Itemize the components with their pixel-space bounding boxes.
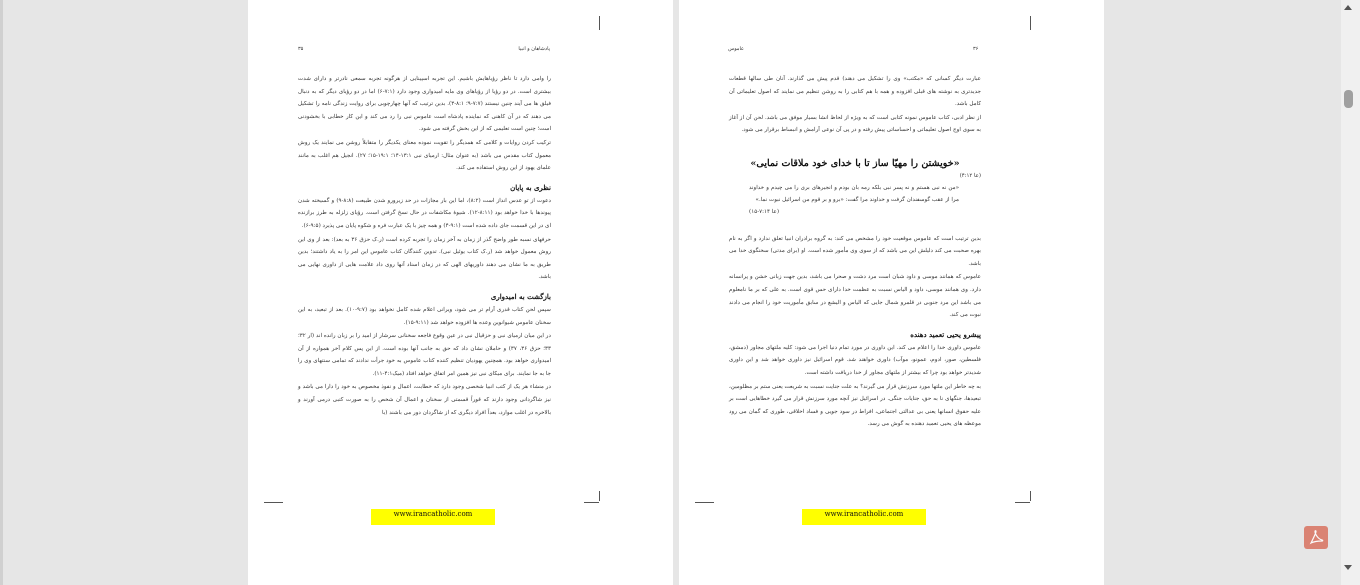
paragraph: عبارت دیگر کسانی که «مکتب» وی را تشکیل می دهند) قدم پیش می گذارند. آنان طی سالها قطعات جدیدتری به نوشته های قبلی افزوده و همه با هم کتابی را به روشن تنظیم می نمایند که اصول تعلیماتی آن کامل باشد. [729,76,981,108]
spacer [729,219,981,233]
section-heading: پیشرو یحیی تعمید دهنده [910,329,981,339]
paragraph: عاموس که همانند موسی و داود شبان است مرد دشت و صحرا می باشد، بدین جهت زبانی خشن و پرانسانه دارد. وی همانند موسی، داود و الیاس نسبت به عظمت خدا دارای حس قوی است. به علی که بر ما نامعلوم می باشد این مرد جنوبی در قلمرو شمال جایی که الیاس و الیشع در سابق مأموریت خود را انجام می دادند نبوت می کند. [729,274,981,319]
paragraph: ترکیب کردن روایات و کلامی که همدیگر را تقویت نموده معنای یکدیگر را متقابلاً روشن می نمایند یک روش معمول کتاب مقدس می باشد (به عنوان مثال: ارمیای نبی ۱۳:۱-۱۴؛ ۱۹:۱-۱۵؛ ۲۷). انجیل هم اغلب به مانند علمای یهود از این روش استفاده می کند. [298,139,552,172]
paragraph: را وامی دارد تا ناظر رؤیاهایش باشیم. این تجربه اسپینایی از هرگونه تجربه سمعی نادرتر و دارای شدت بیشتری است. در دو رؤیا از رؤیاهای وی مایه امیدواری وجود دارد (۷:۱-۶) اما در دو رؤیای دیگر که به دنبال فیلق ها می آیند چنین نیستند (۷:۷-۹؛ ۸:۱-۳). بدین ترتیب که آنها چهارچوبی برای روایت زندگی نامه را تشکیل می دهند که در آن کاهنی که نماینده پادشاه است عاموس نبی را رد می کند و این کار خطابی با بخشودنی است؛ چنین است تعلیمی که از این بخش گرفته می شود. [298,76,552,133]
paragraph: عاموس داوری خدا را اعلام می کند. این داوری در مورد تمام دنیا اجرا می شود: کلیه ملتهای مجاور (دمشق، فلسطین، صور، ادوم، عمونو، موآب) داوری خواهند شد. قوم اسرائیل نیز داوری خواهد شد و این داوری شدیدتر خواهد بود چرا که بیشتر از ملتهای مجاور از خدا دریافت داشته است. [729,344,981,376]
crop-mark [1015,502,1030,503]
page-number: ۳۵ [298,46,304,52]
quote-text: «من نه نبی هستم و نه پسر نبی بلکه رمه بان بودم و انجیرهای بری را می چیدم و خداوند مرا از عقب گوسفندان گرفت و خداوند مرا گفت: «برو و بر قوم من اسرائیل نبوت نما.» [749,184,959,204]
footer-url-link[interactable]: www.irancatholic.com [802,509,926,525]
title-reference: (عا ۴:۱۲) [959,172,981,179]
section-heading: بازگشت به امیدواری [490,291,551,301]
crop-mark [264,502,283,503]
paragraph: دعوت از تو عدس انداز است (۸:۲)، اما این بار مجازات در حد زیرورو شدن طبیعت (۸:۸-۹) و گسیخته شدن پیوندها با خدا خواهد بود (۸:۱۱-۱۲). شیوهٔ مکاشفات در حال نسخ گرفتن است. رؤیای زلزله به طرز برازنده ای در این قسمت جای داده شده است (۹:۱-۴) و همه چیز با یک عبارت فره و شکوه پایان می پذیرد (۹:۵-۶). [298,197,551,229]
running-header-title: پادشاهان و انبیا [518,46,550,52]
crop-mark [584,502,599,503]
page-body [729,73,981,432]
crop-mark [1030,16,1031,30]
running-header-title: عاموس [728,46,744,52]
quote-reference: (عا ۷:۱۴-۱۵) [749,209,780,216]
crop-mark [1030,491,1031,501]
page-number: ۳۶ [973,46,979,52]
paragraph: از نظر ادبی، کتاب عاموس نمونه کتابی است که به ویژه از لحاظ انشا بسیار موفق می باشد. لحن آن از آغاز به سوی اوج اصول تعلیماتی و احساساتی پیش رفته و در پی آن نوعی آرامش و انبساط برقرار می شود. [729,114,981,134]
crop-mark [599,491,600,501]
crop-mark [599,16,600,30]
pdf-icon[interactable] [1304,526,1328,549]
paragraph: در این میان ارمیای نبی و حزقیال نبی در عین وقوع فاجعه سخنانی سرشار از امید را بر زبان رانده اند (ار ۳۲؛ ۳۳؛ حزق ۳۶، ۳۷) و حاملان نشان داد که حق به جانب آنها بوده است. از این پس کلام آخر همواره از آن امیدواری خواهد بود. همچنین یهودیان تنظیم کننده کتاب عاموس به خود جرأت ندادند که تمامی سنتهای وی را جا به جا نمایند. برای میکای نبی نیز همین امر اتفاق خواهد افتاد (میک۴:۱-۱۱). [298,333,552,377]
paragraph: بدین ترتیب است که عاموس موقعیت خود را مشخص می کند: به گروه برادران انبیا تعلق ندارد و اگر به نام بهره صحبت می کند دلیلش این می باشد که از سوی وی مأمور شده است. او (برای مدتی) سخنگوی خدا می باشد. [729,235,981,267]
scrollbar-thumb[interactable] [1344,90,1353,108]
page-35 [248,0,673,585]
chapter-title: «خویشتن را مهیّا ساز تا با خدای خود ملاقات نمایی» [750,157,960,169]
section-heading: نظری به پایان [510,182,551,192]
chevron-up-icon[interactable] [1341,0,1360,14]
page-36 [679,0,1104,585]
paragraph: به چه خاطر این ملتها مورد سرزنش قرار می گیرند؟ به علت جنایت نسبت به شریعت یعنی ستم بر مظلومین، تبعیدها، جنگهای نا به حق، جنایات جنگی. در اسرائیل نیز آنچه مورد سرزنش قرار می گیرد خطاهایی است بر علیه حقوق انسانها یعنی بی عدالتی اجتماعی، افراط در سود جویی و فساد اخلاقی، طوری که گمان می رود موعظه های یحیی تعمید دهنده به گوش می رسد. [729,383,981,428]
paragraph: حرفهای نسبه طور واضح گذر از زمان به آخر زمان را تجربه کرده است (ر.ک حزق ۳۶ به بعد): بعد از وی این روش معمول خواهد شد (ر.ک کتاب یوئیل نبی). تدوین کنندگان کتاب عاموس این امر را به یاد داشتند؛ بدین طریق به ما نشان می دهند داوریهای الهی که در زمان اسناد آنها روی داد علامت هایی از داوری نهایی می باشد. [298,236,551,281]
paragraph: سپس لحن کتاب قدری آرام تر می شود، ویرانی اعلام شده کامل نخواهد بود (۹:۷-۱۰). بعد از تبعید، به این سخنان عاموس شیوانوین وعده ها افزوده خواهد شد (۹:۱۱-۱۵). [298,306,551,326]
paragraph: در منشاء هر یک از کتب انبیا شخصی وجود دارد که خطابت، اعمال و نفوذ مخصوص به خود را دارا می باشد و نیز شاگردانی وجود دارند که قوراً قسمتی از سخنان و اعمال آن شخص را به صورت کتبی درمی آورند و بالاخره در اغلب موارد، بعداً افراد دیگری که از شاگردان دور می باشند (با [298,384,551,416]
footer-url-link[interactable]: www.irancatholic.com [371,509,495,525]
vertical-scrollbar[interactable] [1341,0,1360,585]
crop-mark [695,502,714,503]
chevron-down-icon[interactable] [1341,561,1360,575]
page-body [298,73,551,420]
pdf-glyph-icon [1308,530,1324,545]
scripture-quote [729,182,981,219]
